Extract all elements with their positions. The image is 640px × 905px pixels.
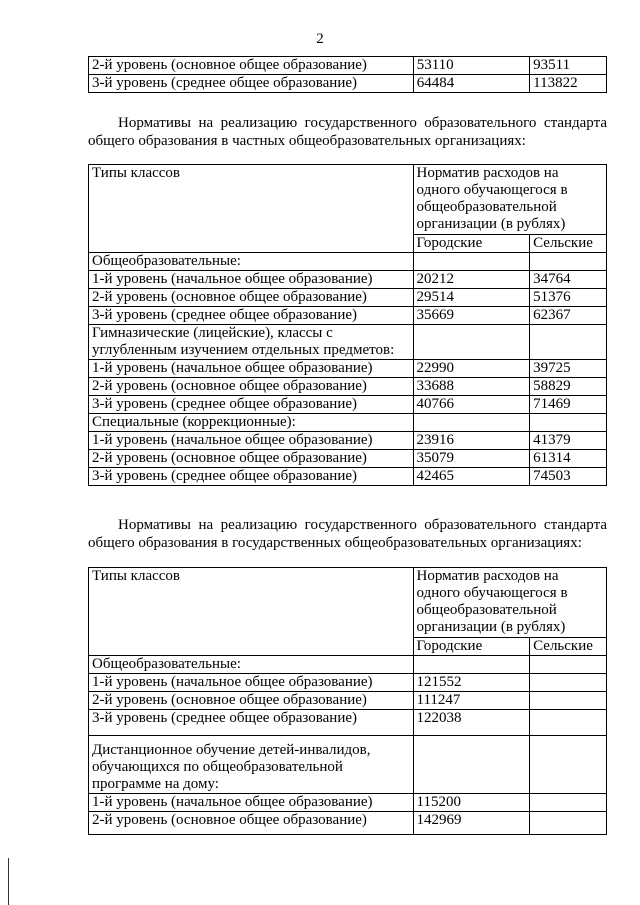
header-urban: Городские [413, 638, 530, 656]
group-row [89, 736, 607, 794]
class-type-cell: 2-й уровень (основное общее образование) [89, 450, 414, 468]
class-type-cell: 3-й уровень (среднее общее образование) [89, 396, 414, 414]
group-row [89, 656, 607, 674]
class-type-cell: 3-й уровень (среднее общее образование) [89, 468, 414, 486]
rural-value-cell: 93511 [530, 57, 607, 75]
header-rural: Сельские [530, 235, 607, 253]
urban-value-cell: 121552 [413, 674, 530, 692]
table-row [89, 710, 607, 736]
class-type-cell: 1-й уровень (начальное общее образование) [89, 271, 414, 289]
header-rural: Сельские [530, 638, 607, 656]
table-row [89, 289, 607, 307]
rural-value-cell: 61314 [530, 450, 607, 468]
table-row [89, 396, 607, 414]
table-row [89, 812, 607, 835]
class-type-cell: 2-й уровень (основное общее образование) [89, 692, 414, 710]
rural-value-cell: 74503 [530, 468, 607, 486]
group-row [89, 253, 607, 271]
heading-text: Нормативы на реализацию государственного образовательного стандарта общего образования в государственных общеобразовательных организациях: [88, 517, 607, 551]
rural-value-cell: 34764 [530, 271, 607, 289]
urban-value-cell: 115200 [413, 794, 530, 812]
urban-value-cell: 35079 [413, 450, 530, 468]
rural-value-cell: 39725 [530, 360, 607, 378]
class-type-cell: 2-й уровень (основное общее образование) [89, 57, 414, 75]
header-class-types: Типы классов [89, 165, 414, 253]
table-row [89, 307, 607, 325]
header-urban: Городские [413, 235, 530, 253]
group-title: Общеобразовательные: [89, 253, 414, 271]
urban-value-cell: 29514 [413, 289, 530, 307]
section-heading-state [88, 516, 607, 552]
class-type-cell: 2-й уровень (основное общее образование) [89, 289, 414, 307]
class-type-cell: 2-й уровень (основное общее образование) [89, 378, 414, 396]
class-type-cell: 1-й уровень (начальное общее образование) [89, 674, 414, 692]
header-norm: Норматив расходов на одного обучающегося в общеобразовательной организации (в рублях) [413, 568, 606, 638]
class-type-cell: 1-й уровень (начальное общее образование) [89, 432, 414, 450]
urban-value-cell: 142969 [413, 812, 530, 835]
header-row [89, 165, 607, 235]
class-type-cell: 2-й уровень (основное общее образование) [89, 812, 414, 835]
table-row [89, 360, 607, 378]
group-title: Специальные (коррекционные): [89, 414, 414, 432]
rural-value-cell: 113822 [530, 75, 607, 93]
table-row [89, 468, 607, 486]
urban-value-cell: 53110 [413, 57, 529, 75]
group-row [89, 414, 607, 432]
class-type-cell: 1-й уровень (начальное общее образование) [89, 360, 414, 378]
urban-value-cell: 40766 [413, 396, 530, 414]
table-row [89, 57, 607, 75]
rural-value-cell: 58829 [530, 378, 607, 396]
table-top [88, 56, 607, 93]
page-number: 2 [316, 31, 324, 47]
header-class-types: Типы классов [89, 568, 414, 656]
urban-value-cell: 22990 [413, 360, 530, 378]
urban-value-cell: 23916 [413, 432, 530, 450]
heading-text: Нормативы на реализацию государственного образовательного стандарта общего образования в частных общеобразовательных организациях: [88, 115, 607, 149]
rural-value-cell: 51376 [530, 289, 607, 307]
table-row [89, 674, 607, 692]
class-type-cell: 3-й уровень (среднее общее образование) [89, 307, 414, 325]
table-state [88, 567, 607, 835]
urban-value-cell: 122038 [413, 710, 530, 736]
table-row [89, 432, 607, 450]
rural-value-cell: 71469 [530, 396, 607, 414]
class-type-cell: 1-й уровень (начальное общее образование) [89, 794, 414, 812]
table-row [89, 75, 607, 93]
table-row [89, 794, 607, 812]
table-row [89, 378, 607, 396]
header-norm: Норматив расходов на одного обучающегося в общеобразовательной организации (в рублях) [413, 165, 606, 235]
rural-value-cell: 62367 [530, 307, 607, 325]
urban-value-cell: 42465 [413, 468, 530, 486]
scan-edge-line [8, 858, 9, 905]
table-row [89, 450, 607, 468]
table-row [89, 692, 607, 710]
urban-value-cell: 111247 [413, 692, 530, 710]
section-heading-private [88, 114, 607, 150]
rural-value-cell [530, 692, 607, 710]
header-row [89, 568, 607, 638]
group-title: Общеобразовательные: [89, 656, 414, 674]
group-title: Гимназические (лицейские), классы с углубленным изучением отдельных предметов: [89, 325, 414, 360]
group-title: Дистанционное обучение детей-инвалидов, обучающихся по общеобразовательной программе на дому: [89, 736, 414, 794]
urban-value-cell: 33688 [413, 378, 530, 396]
rural-value-cell [530, 710, 607, 736]
rural-value-cell [530, 794, 607, 812]
rural-value-cell: 41379 [530, 432, 607, 450]
table-private [88, 164, 607, 486]
class-type-cell: 3-й уровень (среднее общее образование) [89, 710, 414, 736]
class-type-cell: 3-й уровень (среднее общее образование) [89, 75, 414, 93]
group-row [89, 325, 607, 360]
rural-value-cell [530, 812, 607, 835]
table-row [89, 271, 607, 289]
urban-value-cell: 64484 [413, 75, 529, 93]
rural-value-cell [530, 674, 607, 692]
urban-value-cell: 35669 [413, 307, 530, 325]
urban-value-cell: 20212 [413, 271, 530, 289]
